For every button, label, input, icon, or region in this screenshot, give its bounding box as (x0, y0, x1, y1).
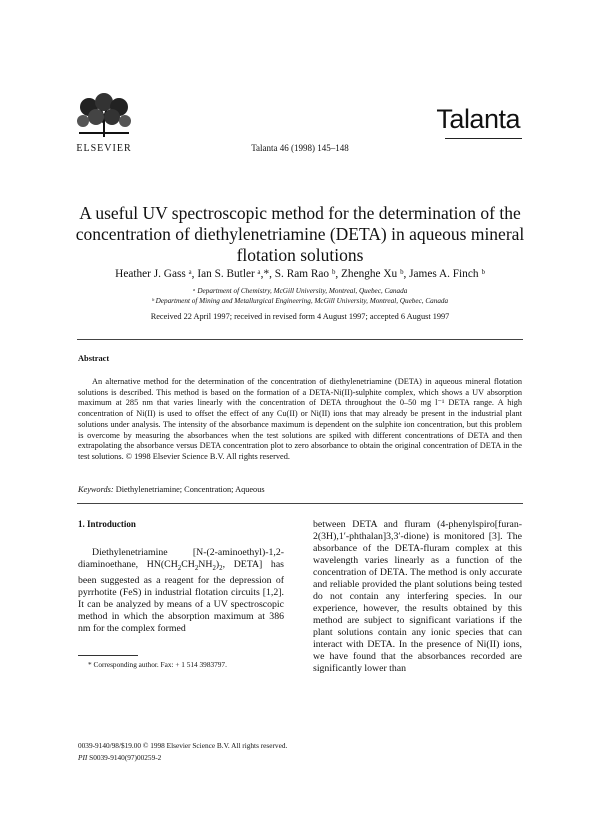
journal-name: Talanta (436, 104, 520, 134)
title-line-1: A useful UV spectroscopic method for the determination of the (79, 203, 521, 223)
intro-left-text-4: ) (215, 559, 220, 570)
pii-label: PII (78, 753, 88, 762)
keywords-values: Diethylenetriamine; Concentration; Aqueous (115, 485, 265, 494)
subscript-2d: 2 (219, 564, 223, 572)
elsevier-tree-icon (75, 93, 133, 137)
pii-value: S0039-9140(97)00259-2 (89, 753, 162, 762)
subscript-2b: 2 (194, 564, 199, 572)
intro-left-text-5: , DETA] has been suggested as a reagent for the depression of pyrrhotite (FeS) in industrial flotation circuits [1,2]. It can be analyzed by means of a UV spectroscopic method in which the absorption maximum at 386 nm for the complex formed (78, 559, 284, 634)
publisher-name: ELSEVIER (76, 143, 132, 154)
section-heading-introduction: 1. Introduction (78, 519, 136, 529)
title-line-2: concentration of diethylenetriamine (DETA) in aqueous mineral (75, 224, 525, 244)
pii-line (78, 753, 161, 762)
keywords-label: Keywords: (78, 485, 114, 494)
intro-right-column: between DETA and fluram (4-phenylspiro[furan-2(3H),1′-phthalan]3,3′-dione) is monitored [3]. The absorbance of the DETA-fluram complex at this wavelength varies linearly as a function of the concentration of DETA. The method is only accurate and reliable provided the plant solutions being tested do not contain any interfering species. In our experience, however, the results obtained by this method are subject to significant variations if the plant solutions contain any ionic species that can interact with DETA. In the presence of Ni(II) ions, we have found that the absorbances recorded are significantly lower than (313, 519, 522, 674)
footnote-rule (78, 655, 138, 656)
title-line-3: flotation solutions (236, 245, 364, 265)
received-dates: Received 22 April 1997; received in revised form 4 August 1997; accepted 6 August 1997 (150, 312, 450, 321)
keywords (78, 485, 265, 494)
affiliation-a: ᵃ Department of Chemistry, McGill University, Montreal, Quebec, Canada (192, 287, 408, 295)
copyright-line: 0039-9140/98/$19.00 © 1998 Elsevier Science B.V. All rights reserved. (78, 741, 288, 750)
intro-left-text-2: CH (181, 559, 195, 570)
footnote: * Corresponding author. Fax: + 1 514 3983797. (88, 660, 227, 669)
intro-left-text-3: NH (198, 559, 213, 570)
affiliation-b: ᵇ Department of Mining and Metallurgical Engineering, McGill University, Montreal, Quebec, Canada (151, 297, 449, 305)
author-list: Heather J. Gass ᵃ, Ian S. Butler ᵃ,*, S. Ram Rao ᵇ, Zhenghe Xu ᵇ, James A. Finch ᵇ (115, 268, 485, 280)
abstract-bottom-rule (77, 503, 523, 504)
journal-rule (445, 138, 522, 139)
abstract-text: An alternative method for the determination of the concentration of diethylenetriamine (DETA) in aqueous mineral flotation solutions is described. This method is based on the formation of a DETA-Ni(II)-sulphite complex, which shows a UV absorption maximum at 285 nm that varies linearly with the concentration of DETA throughout the 0–50 mg l⁻¹ DETA range. A high concentration of Ni(II) is used to offset the effect of any Cu(II) or Ni(II) ions that may already be present in the industrial plant solutions under analysis. The intensity of the absorbance maximum is dependent on the sulphite ion concentration, but this problem is overcome by measuring the absorbances when the test solutions are spiked with different concentrations of DETA and then extrapolating the absorbance versus DETA concentration plot to zero absorbance to obtain the original concentration of DETA in the test solutions. © 1998 Elsevier Science B.V. All rights reserved. (78, 377, 522, 461)
intro-left-column (78, 547, 284, 635)
intro-left-text-1: Diethylenetriamine [N-(2-aminoethyl)-1,2-diaminoethane, HN(CH (78, 547, 284, 570)
article-title (70, 203, 530, 266)
abstract-heading: Abstract (78, 354, 110, 363)
subscript-2a: 2 (177, 564, 182, 572)
subscript-2c: 2 (212, 564, 216, 572)
journal-citation: Talanta 46 (1998) 145–148 (251, 143, 349, 153)
abstract-top-rule (77, 339, 523, 340)
